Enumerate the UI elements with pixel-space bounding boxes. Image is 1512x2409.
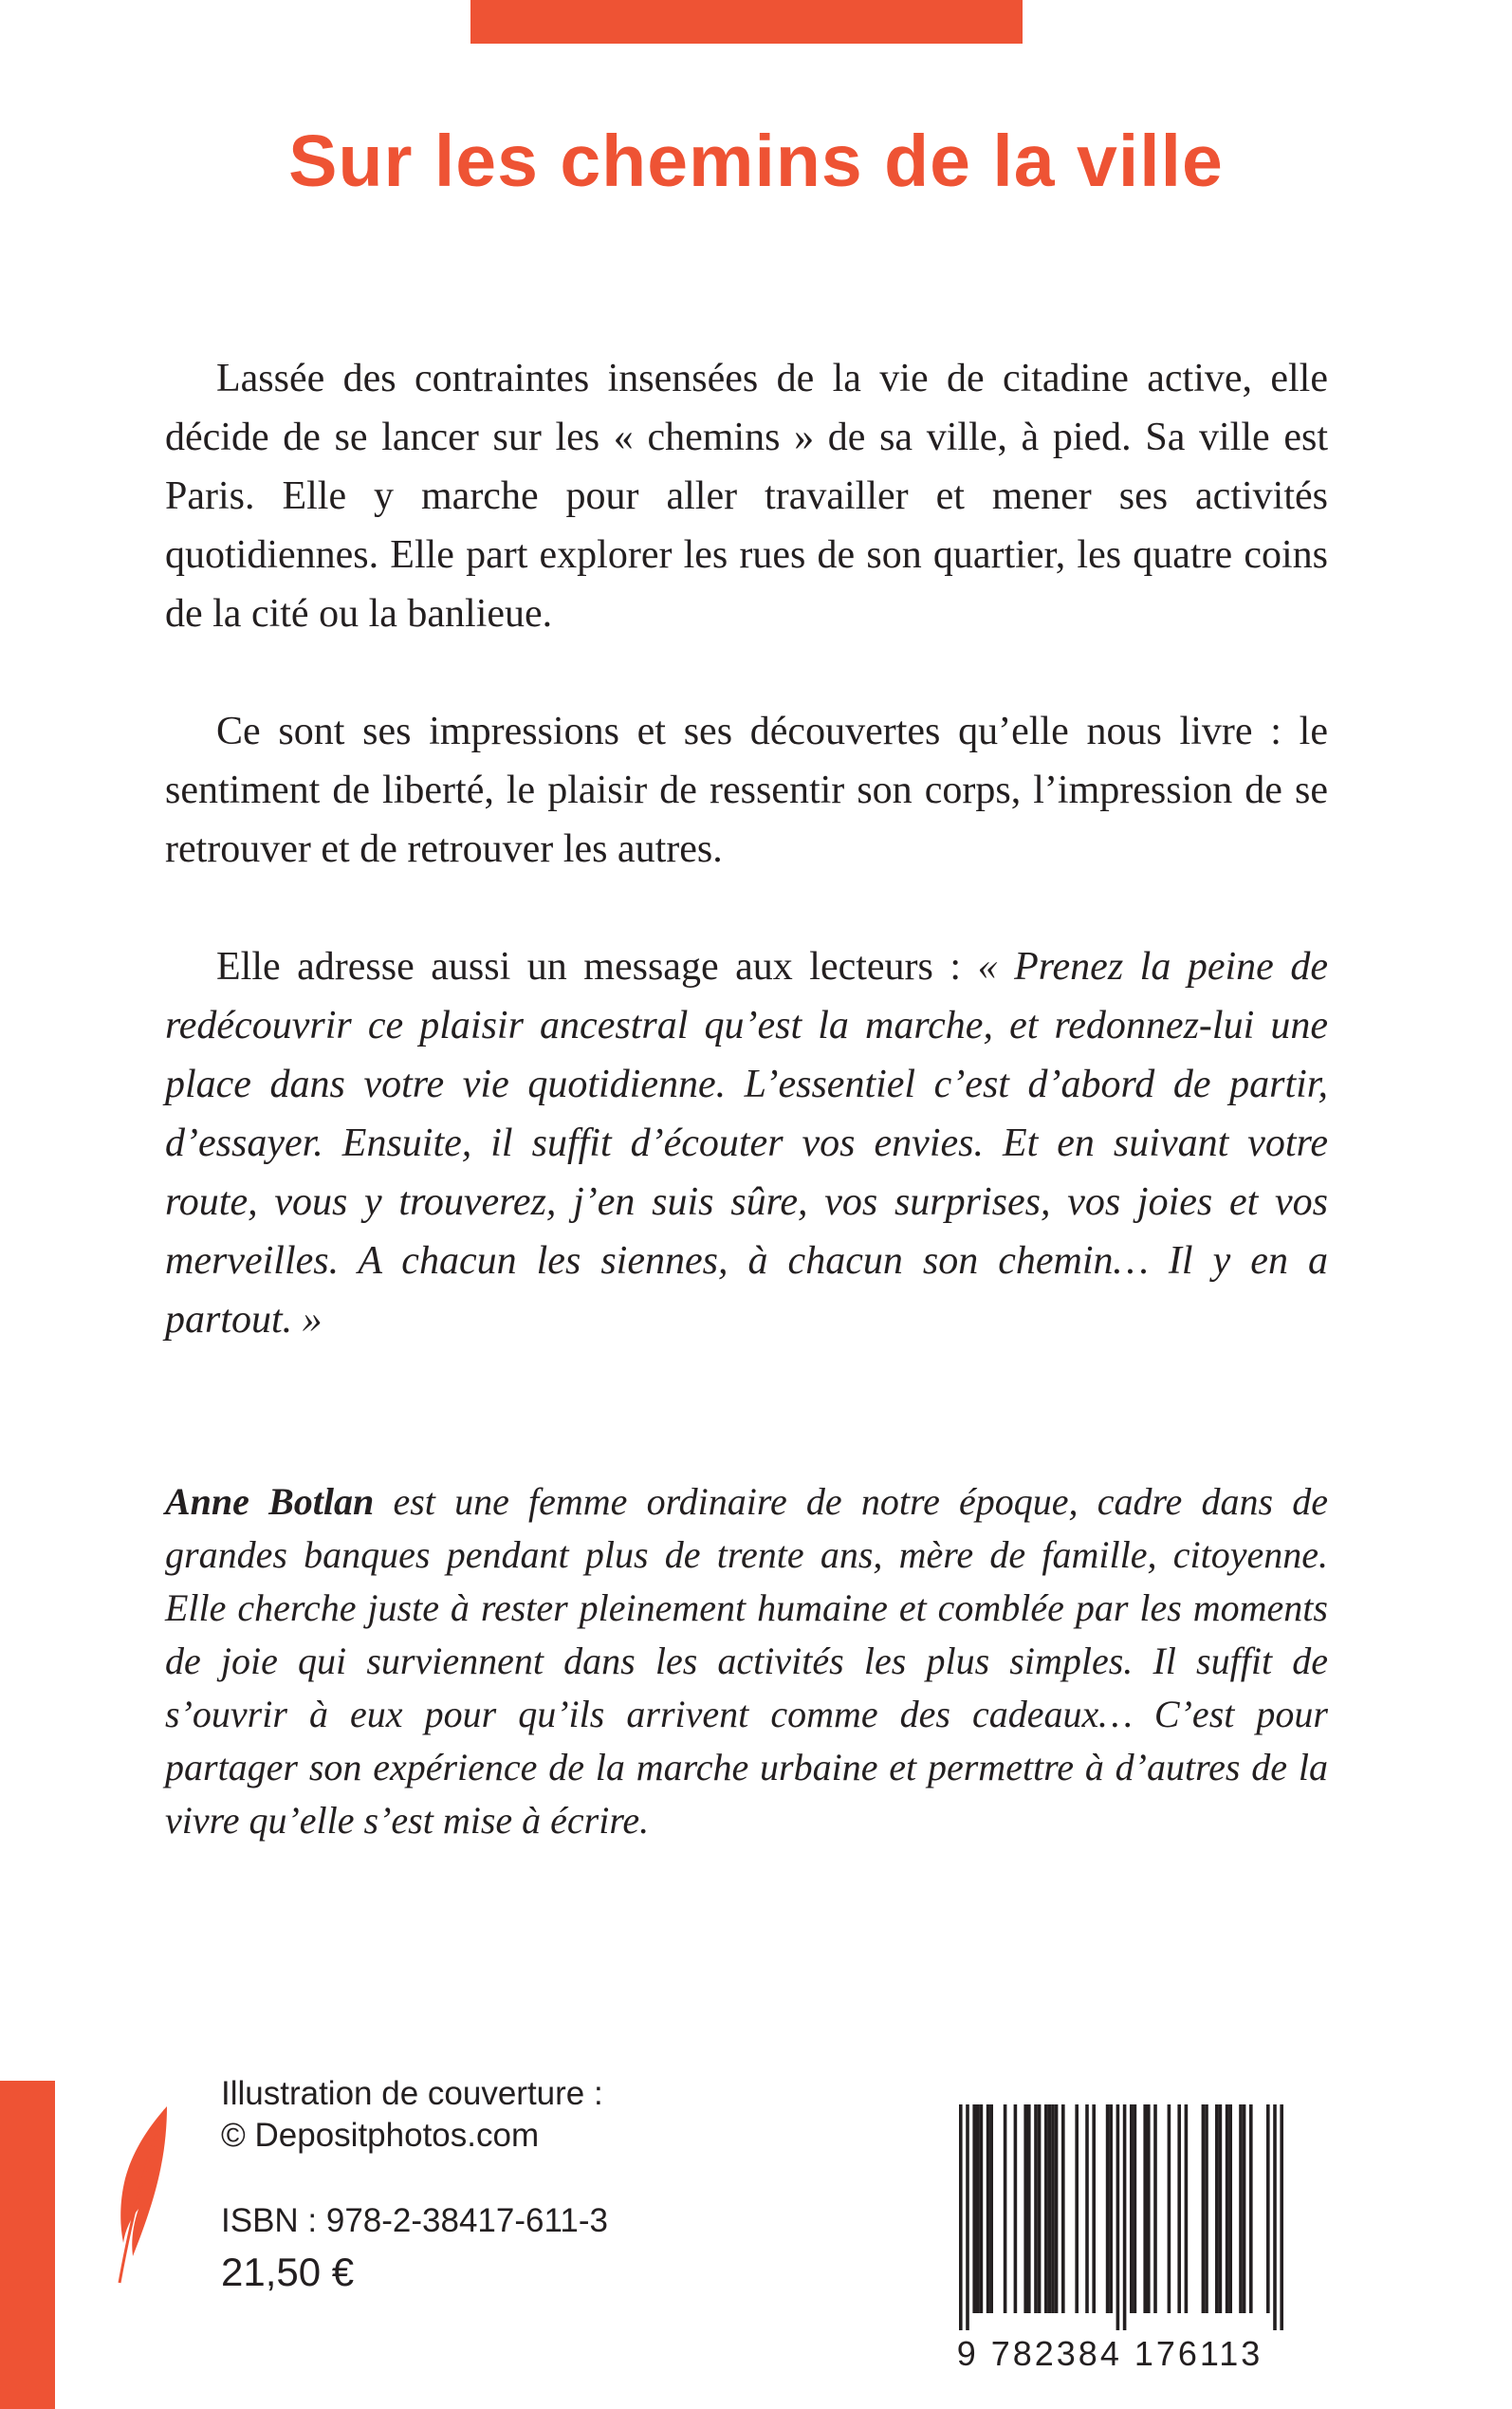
illustration-credit-label: Illustration de couverture :	[221, 2075, 603, 2112]
isbn: ISBN : 978-2-38417-611-3	[221, 2202, 608, 2239]
author-bio-text: est une femme ordinaire de notre époque, cadre dans de grandes banques pendant plus de trente ans, mère de famille, citoyenne. Elle cherche juste à rester pleinement humaine et comblée par les moments de joie qui surviennent dans les activités les plus simples. Il suffit de s’ouvrir à eux pour qu’ils arrivent comme des cadeaux… C’est pour partager son expérience de la marche urbaine et permettre à d’autres de la vivre qu’elle s’est mise à écrire.	[165, 1480, 1328, 1842]
barcode-bar	[976, 2104, 980, 2313]
barcode-bar	[1123, 2104, 1127, 2330]
illustration-credit-source: © Depositphotos.com	[221, 2117, 540, 2154]
barcode-bar	[1153, 2104, 1157, 2313]
barcode-bar	[1280, 2104, 1283, 2330]
barcode-bars	[892, 2104, 1328, 2330]
barcode-bar	[1109, 2104, 1113, 2313]
barcode-bar	[1023, 2104, 1027, 2313]
barcode-bar	[1075, 2104, 1079, 2313]
barcode-bar	[1004, 2104, 1007, 2313]
credits-block	[221, 2073, 608, 2297]
barcode-bar	[1249, 2104, 1253, 2313]
barcode-bar	[959, 2104, 963, 2330]
barcode-digits: 9 782384 176113	[956, 2334, 1263, 2373]
barcode-bar	[1116, 2104, 1120, 2330]
barcode-bar	[1226, 2104, 1229, 2313]
author-bio	[165, 1475, 1328, 1847]
barcode-bar	[1130, 2104, 1134, 2313]
feather-icon	[112, 2104, 171, 2285]
barcode-bar	[1147, 2104, 1151, 2313]
barcode	[892, 2104, 1328, 2373]
barcode-bar	[1092, 2104, 1096, 2313]
barcode-bar	[1034, 2104, 1038, 2313]
blurb-paragraph-3-lead: Elle adresse aussi un message aux lecteurs :	[216, 945, 978, 989]
barcode-bar	[980, 2104, 984, 2313]
barcode-bar	[1106, 2104, 1110, 2313]
barcode-bar	[1085, 2104, 1089, 2313]
barcode-bar	[1061, 2104, 1065, 2313]
barcode-bar	[1134, 2104, 1137, 2313]
blurb-paragraph-3	[165, 937, 1328, 1349]
barcode-bar	[1027, 2104, 1031, 2313]
barcode-bar	[1243, 2104, 1246, 2313]
barcode-bar	[1014, 2104, 1018, 2313]
barcode-bar	[1055, 2104, 1059, 2313]
top-accent-bar	[470, 0, 1023, 44]
barcode-bar	[1202, 2104, 1206, 2313]
barcode-bar	[1051, 2104, 1055, 2313]
barcode-bar	[1239, 2104, 1243, 2313]
barcode-bar	[1205, 2104, 1208, 2313]
barcode-bar	[1273, 2104, 1277, 2330]
barcode-bar	[1228, 2104, 1232, 2313]
barcode-bar	[1143, 2104, 1147, 2313]
barcode-bar	[1044, 2104, 1048, 2313]
barcode-bar	[1168, 2104, 1171, 2313]
barcode-bar	[989, 2104, 993, 2313]
barcode-bar	[1215, 2104, 1219, 2313]
barcode-bar	[1038, 2104, 1042, 2313]
blurb-paragraph-1: Lassée des contraintes insensées de la vie de citadine active, elle décide de se lancer sur les « chemins » de sa ville, à pied. Sa ville est Paris. Elle y marche pour aller travailler et mener ses activités quotidiennes. Elle part explorer les rues de son quartier, les quatre coins de la cité ou la banlieue.	[165, 357, 1328, 636]
price: 21,50 €	[221, 2250, 355, 2294]
barcode-bar	[966, 2104, 969, 2330]
barcode-bar	[986, 2104, 990, 2313]
blurb-paragraph-2: Ce sont ses impressions et ses découvertes qu’elle nous livre : le sentiment de liberté, le plaisir de ressentir son corps, l’impression de se retrouver et de retrouver les autres.	[165, 710, 1328, 871]
barcode-bar	[1219, 2104, 1223, 2313]
author-name: Anne Botlan	[165, 1480, 375, 1523]
barcode-bar	[1177, 2104, 1181, 2313]
barcode-bar	[1266, 2104, 1270, 2313]
barcode-bar	[972, 2104, 976, 2313]
book-title: Sur les chemins de la ville	[288, 120, 1224, 202]
barcode-bar	[1185, 2104, 1189, 2313]
side-accent-bar	[0, 2081, 55, 2409]
barcode-bar	[1048, 2104, 1052, 2313]
blurb-quote: « Prenez la peine de redécouvrir ce plaisir ancestral qu’est la marche, et redonnez-lui une place dans votre vie quotidienne. L’essentiel c’est d’abord de partir, d’essayer. Ensuite, il suffit d’écouter vos envies. Et en suivant votre route, vous y trouverez, j’en suis sûre, vos surprises, vos joies et vos merveilles. A chacun les siennes, à chacun son chemin… Il y en a partout. »	[165, 945, 1328, 1342]
